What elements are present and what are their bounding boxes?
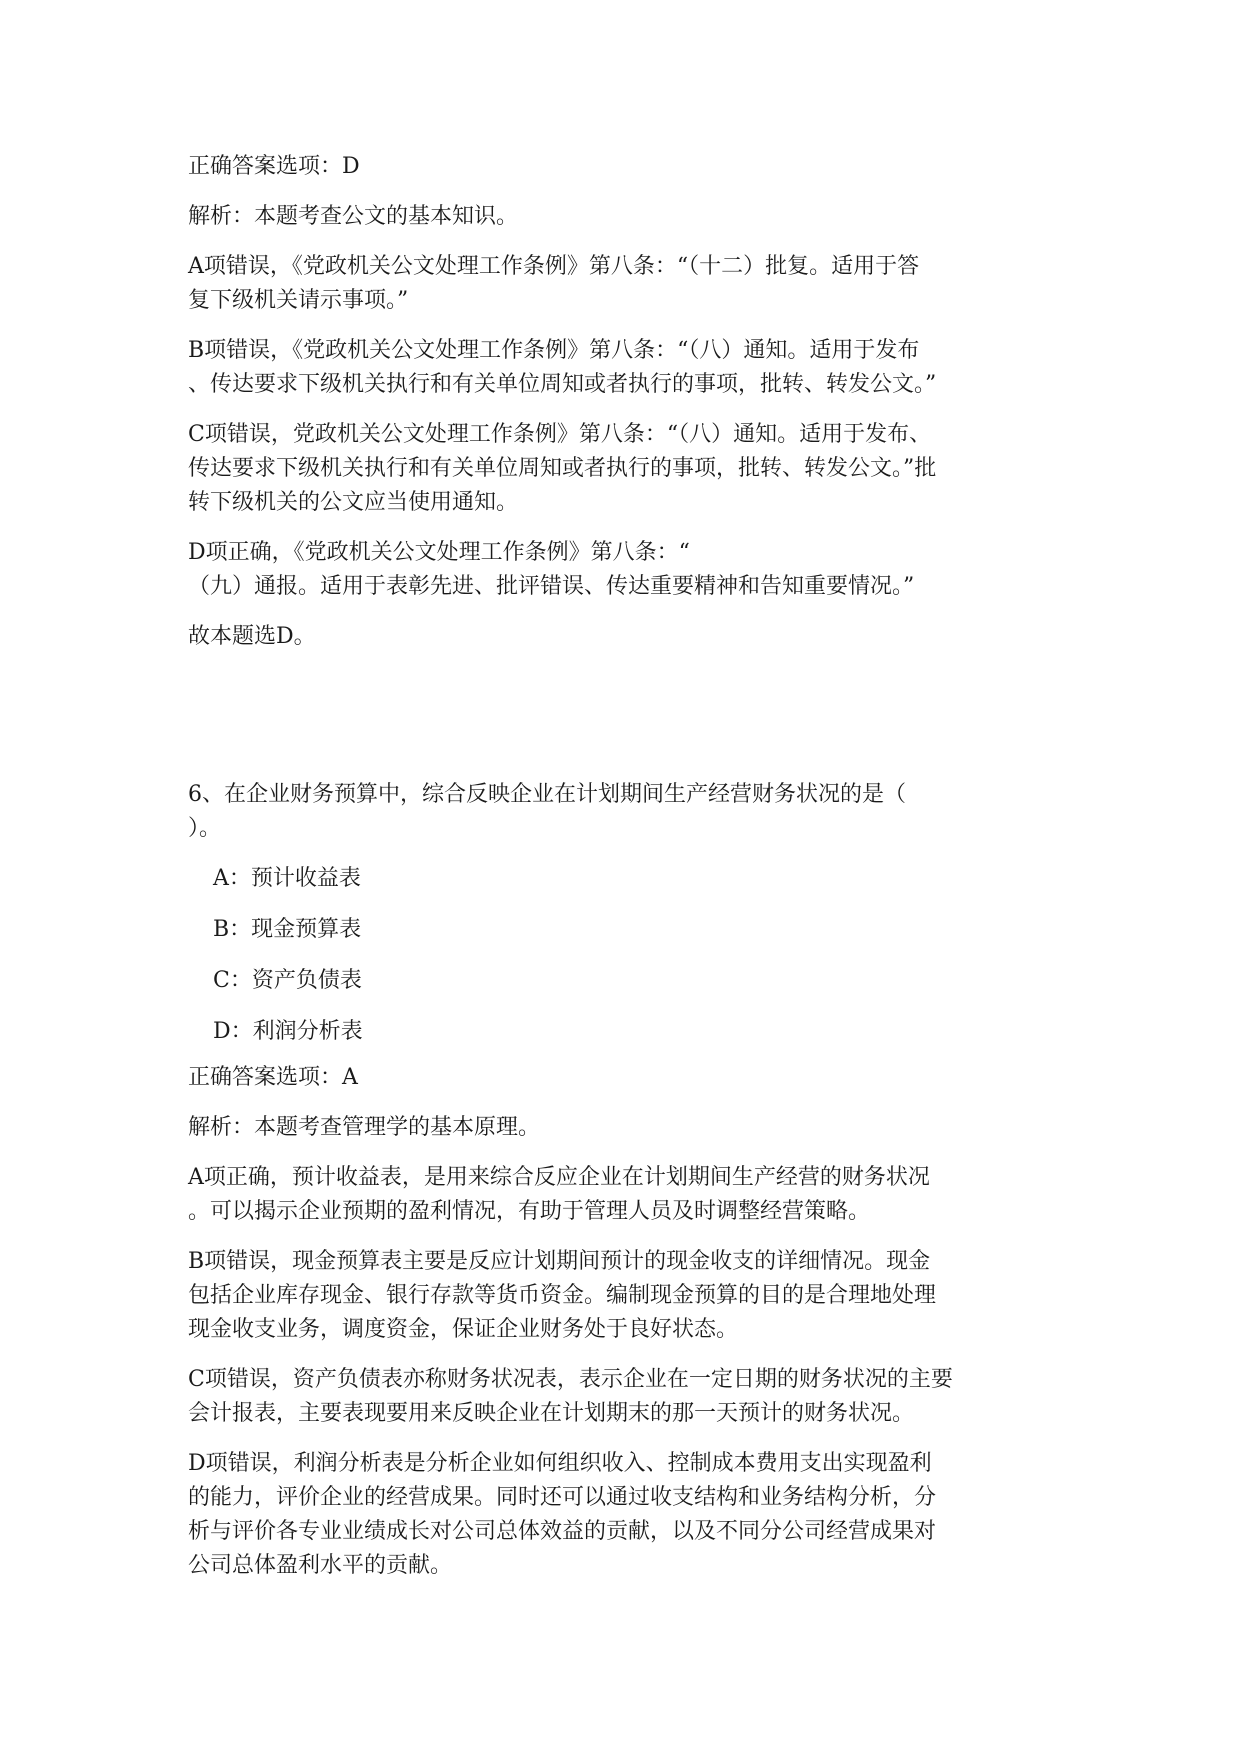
text-line: 复下级机关请示事项。” <box>188 288 409 313</box>
text-line: 析与评价各专业业绩成长对公司总体效益的贡献，以及不同分公司经营成果对 <box>188 1519 937 1544</box>
text-line: 、传达要求下级机关执行和有关单位周知或者执行的事项，批转、转发公文。” <box>188 372 937 397</box>
q6-explanation-a <box>188 1161 1068 1229</box>
text-line: D项错误，利润分析表是分析企业如何组织收入、控制成本费用支出实现盈利 <box>188 1451 932 1476</box>
text-line: C项错误，党政机关公文处理工作条例》第八条：“（八）通知。适用于发布、 <box>188 422 932 447</box>
q6-option-b: B：现金预算表 <box>213 917 362 942</box>
section-spacer <box>188 670 1068 778</box>
text-line: 公司总体盈利水平的贡献。 <box>188 1553 453 1578</box>
text-line: 6、在企业财务预算中，综合反映企业在计划期间生产经营财务状况的是（ <box>188 782 906 807</box>
q6-question <box>188 778 1068 846</box>
q5-explanation-b <box>188 334 1068 402</box>
text-line: （九）通报。适用于表彰先进、批评错误、传达重要精神和告知重要情况。” <box>188 574 915 599</box>
text-line: 会计报表，主要表现要用来反映企业在计划期末的那一天预计的财务状况。 <box>188 1401 915 1426</box>
q5-explanation-c <box>188 418 1068 520</box>
text-line: A项错误，《党政机关公文处理工作条例》第八条：“（十二）批复。适用于答 <box>188 254 920 279</box>
text-line: 包括企业库存现金、银行存款等货币资金。编制现金预算的目的是合理地处理 <box>188 1283 937 1308</box>
q6-answer <box>188 1061 1068 1095</box>
q6-explanation-d <box>188 1447 1068 1583</box>
text-line: 传达要求下级机关执行和有关单位周知或者执行的事项，批转、转发公文。”批 <box>188 456 937 481</box>
text-line: D项正确，《党政机关公文处理工作条例》第八条：“ <box>188 540 690 565</box>
text-line: ）。 <box>188 816 222 841</box>
q5-answer <box>188 150 1068 184</box>
q6-explanation-c <box>188 1363 1068 1431</box>
q5-conclusion-text: 故本题选D。 <box>188 624 316 649</box>
q6-option-c: C：资产负债表 <box>213 968 362 993</box>
text-line: 的能力，评价企业的经营成果。同时还可以通过收支结构和业务结构分析，分 <box>188 1485 937 1510</box>
q5-analysis <box>188 200 1068 234</box>
text-line: C项错误，资产负债表亦称财务状况表，表示企业在一定日期的财务状况的主要 <box>188 1367 953 1392</box>
text-line: B项错误，《党政机关公文处理工作条例》第八条：“（八）通知。适用于发布 <box>188 338 920 363</box>
text-line: 转下级机关的公文应当使用通知。 <box>188 490 519 515</box>
document-page <box>188 150 1068 1599</box>
q5-analysis-text: 解析：本题考查公文的基本知识。 <box>188 204 519 229</box>
q5-explanation-d <box>188 536 1068 604</box>
q6-option-d: D：利润分析表 <box>213 1019 363 1044</box>
q5-conclusion <box>188 620 1068 654</box>
q6-answer-text: 正确答案选项：A <box>188 1065 358 1090</box>
text-line: A项正确，预计收益表，是用来综合反应企业在计划期间生产经营的财务状况 <box>188 1165 930 1190</box>
q6-analysis-text: 解析：本题考查管理学的基本原理。 <box>188 1115 541 1140</box>
q6-analysis <box>188 1111 1068 1145</box>
q5-answer-text: 正确答案选项：D <box>188 154 360 179</box>
text-line: 。可以揭示企业预期的盈利情况，有助于管理人员及时调整经营策略。 <box>188 1199 871 1224</box>
q6-option-a: A：预计收益表 <box>213 866 361 891</box>
q5-explanation-a <box>188 250 1068 318</box>
text-line: B项错误，现金预算表主要是反应计划期间预计的现金收支的详细情况。现金 <box>188 1249 931 1274</box>
text-line: 现金收支业务，调度资金，保证企业财务处于良好状态。 <box>188 1317 739 1342</box>
q6-explanation-b <box>188 1245 1068 1347</box>
